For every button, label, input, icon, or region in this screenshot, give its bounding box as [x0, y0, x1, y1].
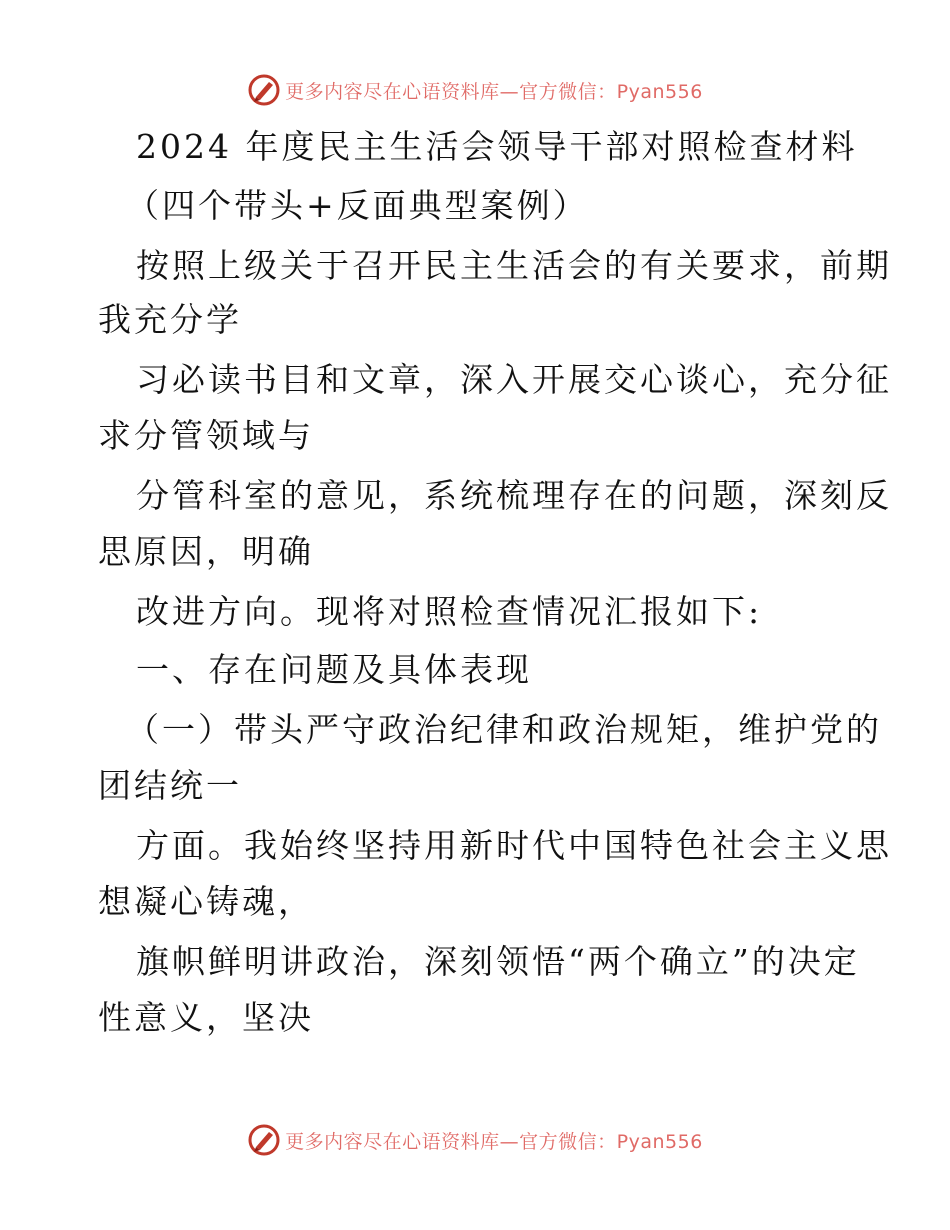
doc-line: 我充分学: [98, 300, 242, 339]
subsection-heading: （一）带头严守政治纪律和政治规矩，维护党的: [126, 710, 882, 749]
doc-line: 团结统一: [98, 766, 242, 805]
watermark-footer: [0, 1120, 950, 1160]
section-heading: 一、存在问题及具体表现: [136, 650, 532, 689]
watermark-header: [0, 70, 950, 110]
doc-line: 习必读书目和文章，深入开展交心谈心，充分征: [136, 360, 892, 399]
watermark-text: 更多内容尽在心语资料库—官方微信：Pyan556: [285, 1130, 703, 1153]
doc-line: 按照上级关于召开民主生活会的有关要求，前期: [136, 246, 892, 285]
doc-line: 性意义，坚决: [98, 998, 314, 1037]
pen-logo-icon: [247, 1123, 281, 1157]
doc-line: 分管科室的意见，系统梳理存在的问题，深刻反: [136, 476, 892, 515]
doc-subtitle: （四个带头+反面典型案例）: [126, 186, 589, 225]
doc-title: 2024 年度民主生活会领导干部对照检查材料: [136, 127, 858, 166]
pen-logo-icon: [247, 73, 281, 107]
doc-line: 改进方向。现将对照检查情况汇报如下:: [136, 592, 763, 631]
doc-line: 方面。我始终坚持用新时代中国特色社会主义思: [136, 826, 892, 865]
doc-line: 求分管领域与: [98, 416, 314, 455]
doc-line: 想凝心铸魂，: [98, 882, 314, 921]
watermark-text: 更多内容尽在心语资料库—官方微信：Pyan556: [285, 80, 703, 103]
doc-line: 旗帜鲜明讲政治，深刻领悟“两个确立”的决定: [136, 942, 860, 981]
doc-line: 思原因，明确: [98, 532, 314, 571]
